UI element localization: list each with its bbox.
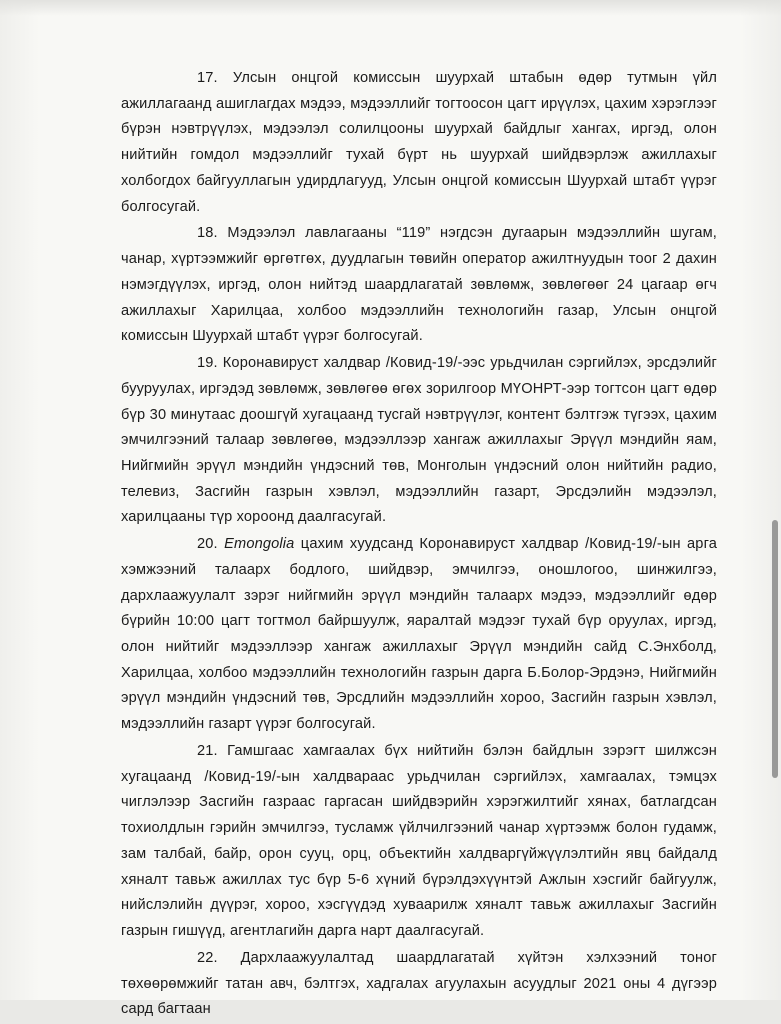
paragraph-18: 18. Мэдээлэл лавлагааны “119” нэгдсэн дугаарын мэдээллийн шугам, чанар, хүртээмжийг өргөтгөх, дуудлагын төвийн оператор ажилтнуудын тоог 2 дахин нэмэгдүүлэх, иргэд, олон нийтэд шаардлагатай зөвлөмж, зөвлөгөөг 24 цагаар өгч ажиллахыг Харилцаа, холбоо мэдээллийн технологийн газар, Улсын онцгой комиссын Шуурхай штабт үүрэг болгосугай. [121, 225, 717, 345]
paragraph-21: 21. Гамшгаас хамгаалах бүх нийтийн бэлэн байдлын зэрэгт шилжсэн хугацаанд /Ковид-19/-ын халдвараас урьдчилан сэргийлэх, хамгаалах, тэмцэх чиглэлээр Засгийн газраас гаргасан шийдвэрийн хэрэгжилтийг хянах, батлагдсан тохиолдлын гэрийн эмчилгээ, тусламж үйлчилгээний чанар хүртээмж болон гудамж, зам талбай, байр, орон сууц, орц, объектийн халдваргүйжүүлэлтийн явц байдалд хяналт тавьж ажиллах тус бүр 5-6 хүний бүрэлдэхүүнтэй Ажлын хэсгийг байгуулж, нийслэлийн дүүрэг, хороо, хэсгүүдэд хуваарилж хяналт тавьж ажиллахыг Засгийн газрын гишүүд, агентлагийн дарга нарт даалгасугай. [121, 743, 717, 939]
paragraph-20-text: цахим хуудсанд Коронавируст халдвар /Ковид-19/-ын арга хэмжээний талаарх бодлого, шийдвэр, эмчилгээ, оношлогоо, шинжилгээ, дархлаажуулалт зэрэг нийгмийн эрүүл мэндийн талаарх мэдээ, мэдээллийг өдөр бүрийн 10:00 цагт тогтмол байршуулж, яаралтай мэдээг тухай бүр оруулах, иргэд, олон нийтийг мэдээллээр хангаж ажиллахыг Эрүүл мэндийн сайд С.Энхболд, Харилцаа, холбоо мэдээллийн технологийн газрын дарга Б.Болор-Эрдэнэ, Нийгмийн эрүүл мэндийн үндэсний төв, Эрсдлийн мэдээллийн хороо, Засгийн газрын хэвлэл, мэдээллийн газарт үүрэг болгосугай. [121, 536, 717, 733]
paragraph-20-number: 20. [197, 536, 225, 553]
paragraph-19: 19. Коронавируст халдвар /Ковид-19/-ээс урьдчилан сэргийлэх, эрсдэлийг бууруулах, иргэдэд зөвлөмж, зөвлөгөө өгөх зорилгоор МҮОНРТ-ээр тогтсон цагт өдөр бүр 30 минутаас доошгүй хугацаанд тусгай нэвтрүүлэг, контент бэлтгэж түгээх, цахим эмчилгээний талаар зөвлөгөө, мэдээллээр хангаж ажиллахыг Эрүүл мэндийн яам, Нийгмийн эрүүл мэндийн үндэсний төв, Монголын үндэсний олон нийтийн радио, телевиз, Засгийн газрын хэвлэл, мэдээллийн газарт, Эрсдэлийн мэдээлэл, харилцааны түр хороонд даалгасугай. [121, 355, 717, 526]
emongolia-link-text: Emongolia [224, 536, 295, 553]
paragraph-20 [121, 532, 717, 738]
vertical-scrollbar[interactable] [772, 520, 778, 778]
paragraph-17: 17. Улсын онцгой комиссын шуурхай штабын өдөр тутмын үйл ажиллагаанд ашиглагдах мэдээ, мэдээллийг тогтоосон цагт ирүүлэх, цахим хэрэглээг бүрэн нэвтрүүлэх, мэдээлэл солилцооны шуурхай байдлыг хангах, иргэд, олон нийтийн гомдол мэдээллийг тухай бүрт нь шуурхай шийдвэрлэж ажиллахыг холбогдох байгууллагын удирдлагууд, Улсын онцгой комиссын Шуурхай штабт үүрэг болгосугай. [121, 70, 717, 215]
document-body [121, 66, 717, 1024]
page-top-shadow [0, 0, 781, 16]
paragraph-22: 22. Дархлаажуулалтад шаардлагатай хүйтэн хэлхээний тоног төхөөрөмжийг татан авч, бэлтгэх, хадгалах агуулахын асуудлыг 2021 оны 4 дүгээр сард багтаан [121, 949, 717, 1018]
